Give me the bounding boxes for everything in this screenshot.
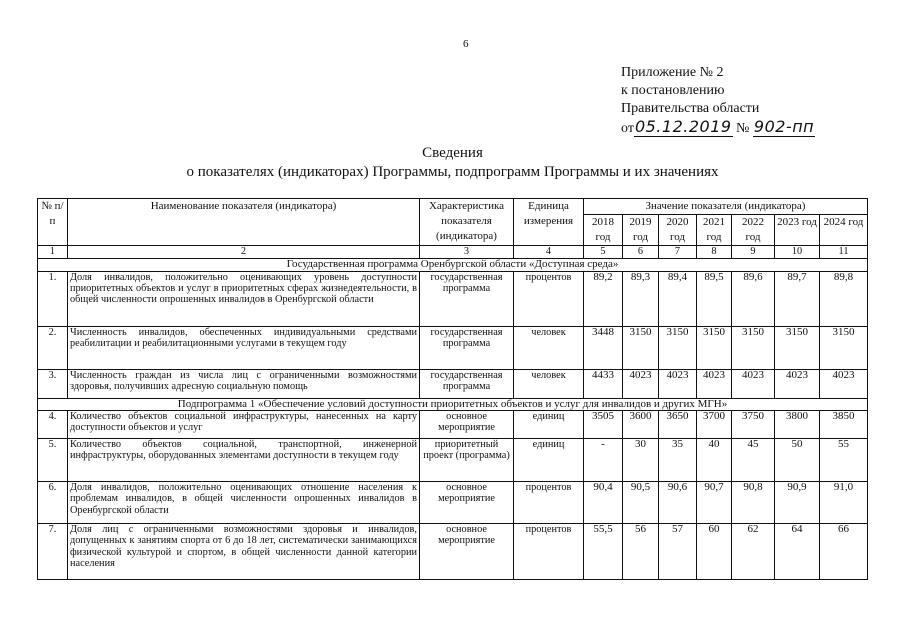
- document-title: Сведения: [422, 145, 483, 161]
- header-year: 2023 год: [775, 215, 820, 246]
- value-cell: 3448: [584, 327, 623, 370]
- appendix-line-1: Приложение № 2: [621, 65, 724, 80]
- value-cell: 90,7: [697, 482, 732, 524]
- table-row: [38, 370, 868, 399]
- indicator-name: Численность граждан из числа лиц с ограниченными возможностями здоровья, получивших адресную социальную помощь: [68, 370, 420, 399]
- value-cell: 91,0: [820, 482, 868, 524]
- value-cell: 60: [697, 524, 732, 580]
- value-cell: 55: [820, 439, 868, 482]
- value-cell: 4023: [623, 370, 659, 399]
- column-number: 4: [514, 246, 584, 259]
- column-number: 5: [584, 246, 623, 259]
- value-cell: 57: [659, 524, 697, 580]
- indicator-characteristic: приоритетный проект (программа): [420, 439, 514, 482]
- indicator-name: Доля инвалидов, положительно оценивающих уровень доступности приоритетных объектов и услуг в приоритетных сферах жизнедеятельности, в общей численности опрошенных инвалидов в Оренбургской области: [68, 272, 420, 327]
- indicator-unit: человек: [514, 327, 584, 370]
- value-cell: 4023: [659, 370, 697, 399]
- value-cell: 89,7: [775, 272, 820, 327]
- value-cell: 89,2: [584, 272, 623, 327]
- table-row: [38, 272, 868, 327]
- value-cell: 90,5: [623, 482, 659, 524]
- column-number: 1: [38, 246, 68, 259]
- header-year: 2021 год: [697, 215, 732, 246]
- value-cell: 3150: [623, 327, 659, 370]
- value-cell: 89,6: [732, 272, 775, 327]
- value-cell: 55,5: [584, 524, 623, 580]
- row-number: 3.: [38, 370, 68, 399]
- table-row: [38, 411, 868, 439]
- header-year: 2024 год: [820, 215, 868, 246]
- row-number: 5.: [38, 439, 68, 482]
- column-number: 10: [775, 246, 820, 259]
- appendix-line-2: к постановлению: [621, 83, 725, 98]
- value-cell: 45: [732, 439, 775, 482]
- row-number: 7.: [38, 524, 68, 580]
- value-cell: 3750: [732, 411, 775, 439]
- row-number: 1.: [38, 272, 68, 327]
- header-year: 2022 год: [732, 215, 775, 246]
- column-number: 11: [820, 246, 868, 259]
- row-number: 2.: [38, 327, 68, 370]
- value-cell: 4023: [775, 370, 820, 399]
- indicator-unit: единиц: [514, 439, 584, 482]
- header-year: 2020 год: [659, 215, 697, 246]
- value-cell: 64: [775, 524, 820, 580]
- value-cell: 90,6: [659, 482, 697, 524]
- value-cell: 3600: [623, 411, 659, 439]
- value-cell: 90,9: [775, 482, 820, 524]
- indicator-characteristic: основное мероприятие: [420, 482, 514, 524]
- header-year: 2019 год: [623, 215, 659, 246]
- row-number: 4.: [38, 411, 68, 439]
- indicator-unit: единиц: [514, 411, 584, 439]
- value-cell: 3150: [732, 327, 775, 370]
- indicator-characteristic: основное мероприятие: [420, 411, 514, 439]
- page-number: 6: [463, 38, 469, 50]
- indicator-characteristic: государственная программа: [420, 370, 514, 399]
- value-cell: 89,8: [820, 272, 868, 327]
- date-prefix: от: [621, 121, 634, 136]
- value-cell: -: [584, 439, 623, 482]
- appendix-block: [621, 64, 815, 138]
- row-number: 6.: [38, 482, 68, 524]
- table-row: [38, 439, 868, 482]
- value-cell: 3150: [775, 327, 820, 370]
- subprogram-heading: Подпрограмма 1 «Обеспечение условий доступности приоритетных объектов и услуг для инвалидов и других МГН»: [38, 399, 868, 411]
- value-cell: 4023: [732, 370, 775, 399]
- indicator-name: Доля лиц с ограниченными возможностями здоровья и инвалидов, допущенных к занятиям спорта от 6 до 18 лет, систематически занимающихся физической культурой и спортом, в общей численности данной категории населения: [68, 524, 420, 580]
- value-cell: 62: [732, 524, 775, 580]
- value-cell: 3850: [820, 411, 868, 439]
- value-cell: 3150: [659, 327, 697, 370]
- document-subtitle: о показателях (индикаторах) Программы, подпрограмм Программы и их значениях: [186, 164, 719, 180]
- value-cell: 30: [623, 439, 659, 482]
- value-cell: 3650: [659, 411, 697, 439]
- indicator-characteristic: основное мероприятие: [420, 524, 514, 580]
- section-heading: Государственная программа Оренбургской области «Доступная среда»: [38, 259, 868, 272]
- indicator-name: Количество объектов социальной, транспортной, инженерной инфраструктуры, оборудованных элементами доступности в текущем году: [68, 439, 420, 482]
- header-num: № п/п: [38, 199, 68, 246]
- number-prefix: №: [736, 121, 750, 136]
- indicator-unit: процентов: [514, 482, 584, 524]
- value-cell: 50: [775, 439, 820, 482]
- header-name: Наименование показателя (индикатора): [68, 199, 420, 246]
- indicators-table: [37, 198, 868, 580]
- value-cell: 89,5: [697, 272, 732, 327]
- value-cell: 4433: [584, 370, 623, 399]
- column-number: 3: [420, 246, 514, 259]
- column-number: 8: [697, 246, 732, 259]
- indicator-name: Численность инвалидов, обеспеченных индивидуальными средствами реабилитации и реабилитационными услугами в текущем году: [68, 327, 420, 370]
- header-value: Значение показателя (индикатора): [584, 199, 868, 215]
- header-characteristic: Характеристика показателя (индикатора): [420, 199, 514, 246]
- value-cell: 89,4: [659, 272, 697, 327]
- header-unit: Единица измерения: [514, 199, 584, 246]
- value-cell: 3150: [697, 327, 732, 370]
- indicator-name: Количество объектов социальной инфраструктуры, нанесенных на карту доступности объектов и услуг: [68, 411, 420, 439]
- table-row: [38, 524, 868, 580]
- table-row: [38, 327, 868, 370]
- value-cell: 3505: [584, 411, 623, 439]
- indicator-unit: процентов: [514, 524, 584, 580]
- value-cell: 90,4: [584, 482, 623, 524]
- appendix-line-3: Правительства области: [621, 101, 760, 116]
- column-number: 6: [623, 246, 659, 259]
- indicator-unit: человек: [514, 370, 584, 399]
- handwritten-date: 05.12.2019: [634, 117, 732, 136]
- handwritten-number: 902-пп: [753, 117, 815, 136]
- value-cell: 89,3: [623, 272, 659, 327]
- header-year: 2018 год: [584, 215, 623, 246]
- value-cell: 3150: [820, 327, 868, 370]
- column-number: 2: [68, 246, 420, 259]
- value-cell: 56: [623, 524, 659, 580]
- column-number: 9: [732, 246, 775, 259]
- table-row: [38, 482, 868, 524]
- indicator-unit: процентов: [514, 272, 584, 327]
- value-cell: 40: [697, 439, 732, 482]
- indicator-characteristic: государственная программа: [420, 327, 514, 370]
- value-cell: 35: [659, 439, 697, 482]
- appendix-date-line: [621, 118, 815, 138]
- indicator-name: Доля инвалидов, положительно оценивающих отношение населения к проблемам инвалидов, в общей численности опрошенных инвалидов в Оренбургской области: [68, 482, 420, 524]
- value-cell: 90,8: [732, 482, 775, 524]
- column-number: 7: [659, 246, 697, 259]
- value-cell: 3800: [775, 411, 820, 439]
- value-cell: 3700: [697, 411, 732, 439]
- value-cell: 66: [820, 524, 868, 580]
- indicator-characteristic: государственная программа: [420, 272, 514, 327]
- value-cell: 4023: [820, 370, 868, 399]
- value-cell: 4023: [697, 370, 732, 399]
